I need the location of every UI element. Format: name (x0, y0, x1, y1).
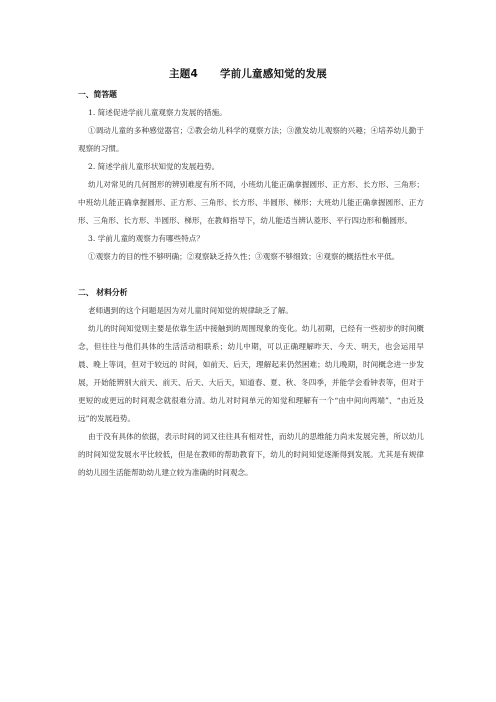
question-3: 3. 学前儿童的观察力有哪些特点？ (88, 234, 204, 243)
topic-number: 主题4 (169, 68, 198, 80)
answer-2: 幼儿对常见的几何图形的辨别难度有所不同，小班幼儿能正确拿握圆形、正方形、长方形、三角形；中班幼儿能正确拿握圆形、正方形、三角形、长方形、半圆形、梯形；大班幼儿能正确拿握圆形、正方形、三角形、长方形、半圆形、梯形，在教师指导下，幼儿能适当辨认菱形、平行四边形和椭圆形。 (78, 180, 424, 225)
document-body (78, 86, 424, 482)
page-title (0, 66, 496, 81)
question-2: 2. 简述学前儿童形状知觉的发展趋势。 (88, 162, 220, 171)
answer-3: ①观察力的目的性不够明确；②观察缺乏持久性；③观察不够细致；④观察的概括性水平低。 (88, 252, 400, 261)
analysis-paragraph: 幼儿的时间知觉则主要是依靠生活中接触到的周围现象的变化。幼儿初期，已经有一些初步的时间概念，但往往与他们具体的生活活动相联系；幼儿中期，可以正确理解昨天、今天、明天，也会运用早晨、晚上等词，但对于较远的 时间，如前天、后天，理解起来仍然困难；幼儿晚期，时间概念进一步发展，开始能辨别大前天、前天、后天、大后天，知道春、夏、秋、冬四季，并能学会看钟表等，但对于更短的或更远的时间观念就很难分清。幼儿对时间单元的知觉和理解有一个“由中间向两端”、“由近及远”的发展趋势。 (78, 324, 424, 423)
section-material-analysis (78, 284, 424, 482)
section-heading: 二、 材料分析 (78, 288, 128, 297)
section-short-answer (78, 86, 424, 266)
topic-name: 学前儿童感知觉的发展 (219, 68, 327, 80)
analysis-paragraph: 由于没有具体的依据，表示时间的词又往往具有相对性，而幼儿的思维能力尚未发展完善，所以幼儿的时间知觉发展水平比较低，但是在教师的帮助教育下，幼儿的时间知觉逐渐得到发展。尤其是有规律的幼儿园生活能帮助幼儿建立较为准确的时间观念。 (78, 432, 424, 477)
question-1: 1. 简述促进学前儿童观察力发展的措施。 (88, 108, 227, 117)
analysis-paragraph: 老师遇到的这个问题是因为对儿童时间知觉的规律缺乏了解。 (88, 306, 294, 315)
answer-1: ①调动儿童的多种感觉器官；②教会幼儿科学的观察方法；③激发幼儿观察的兴趣；④培养幼儿勤于观察的习惯。 (78, 126, 424, 153)
section-heading: 一、简答题 (78, 90, 117, 99)
